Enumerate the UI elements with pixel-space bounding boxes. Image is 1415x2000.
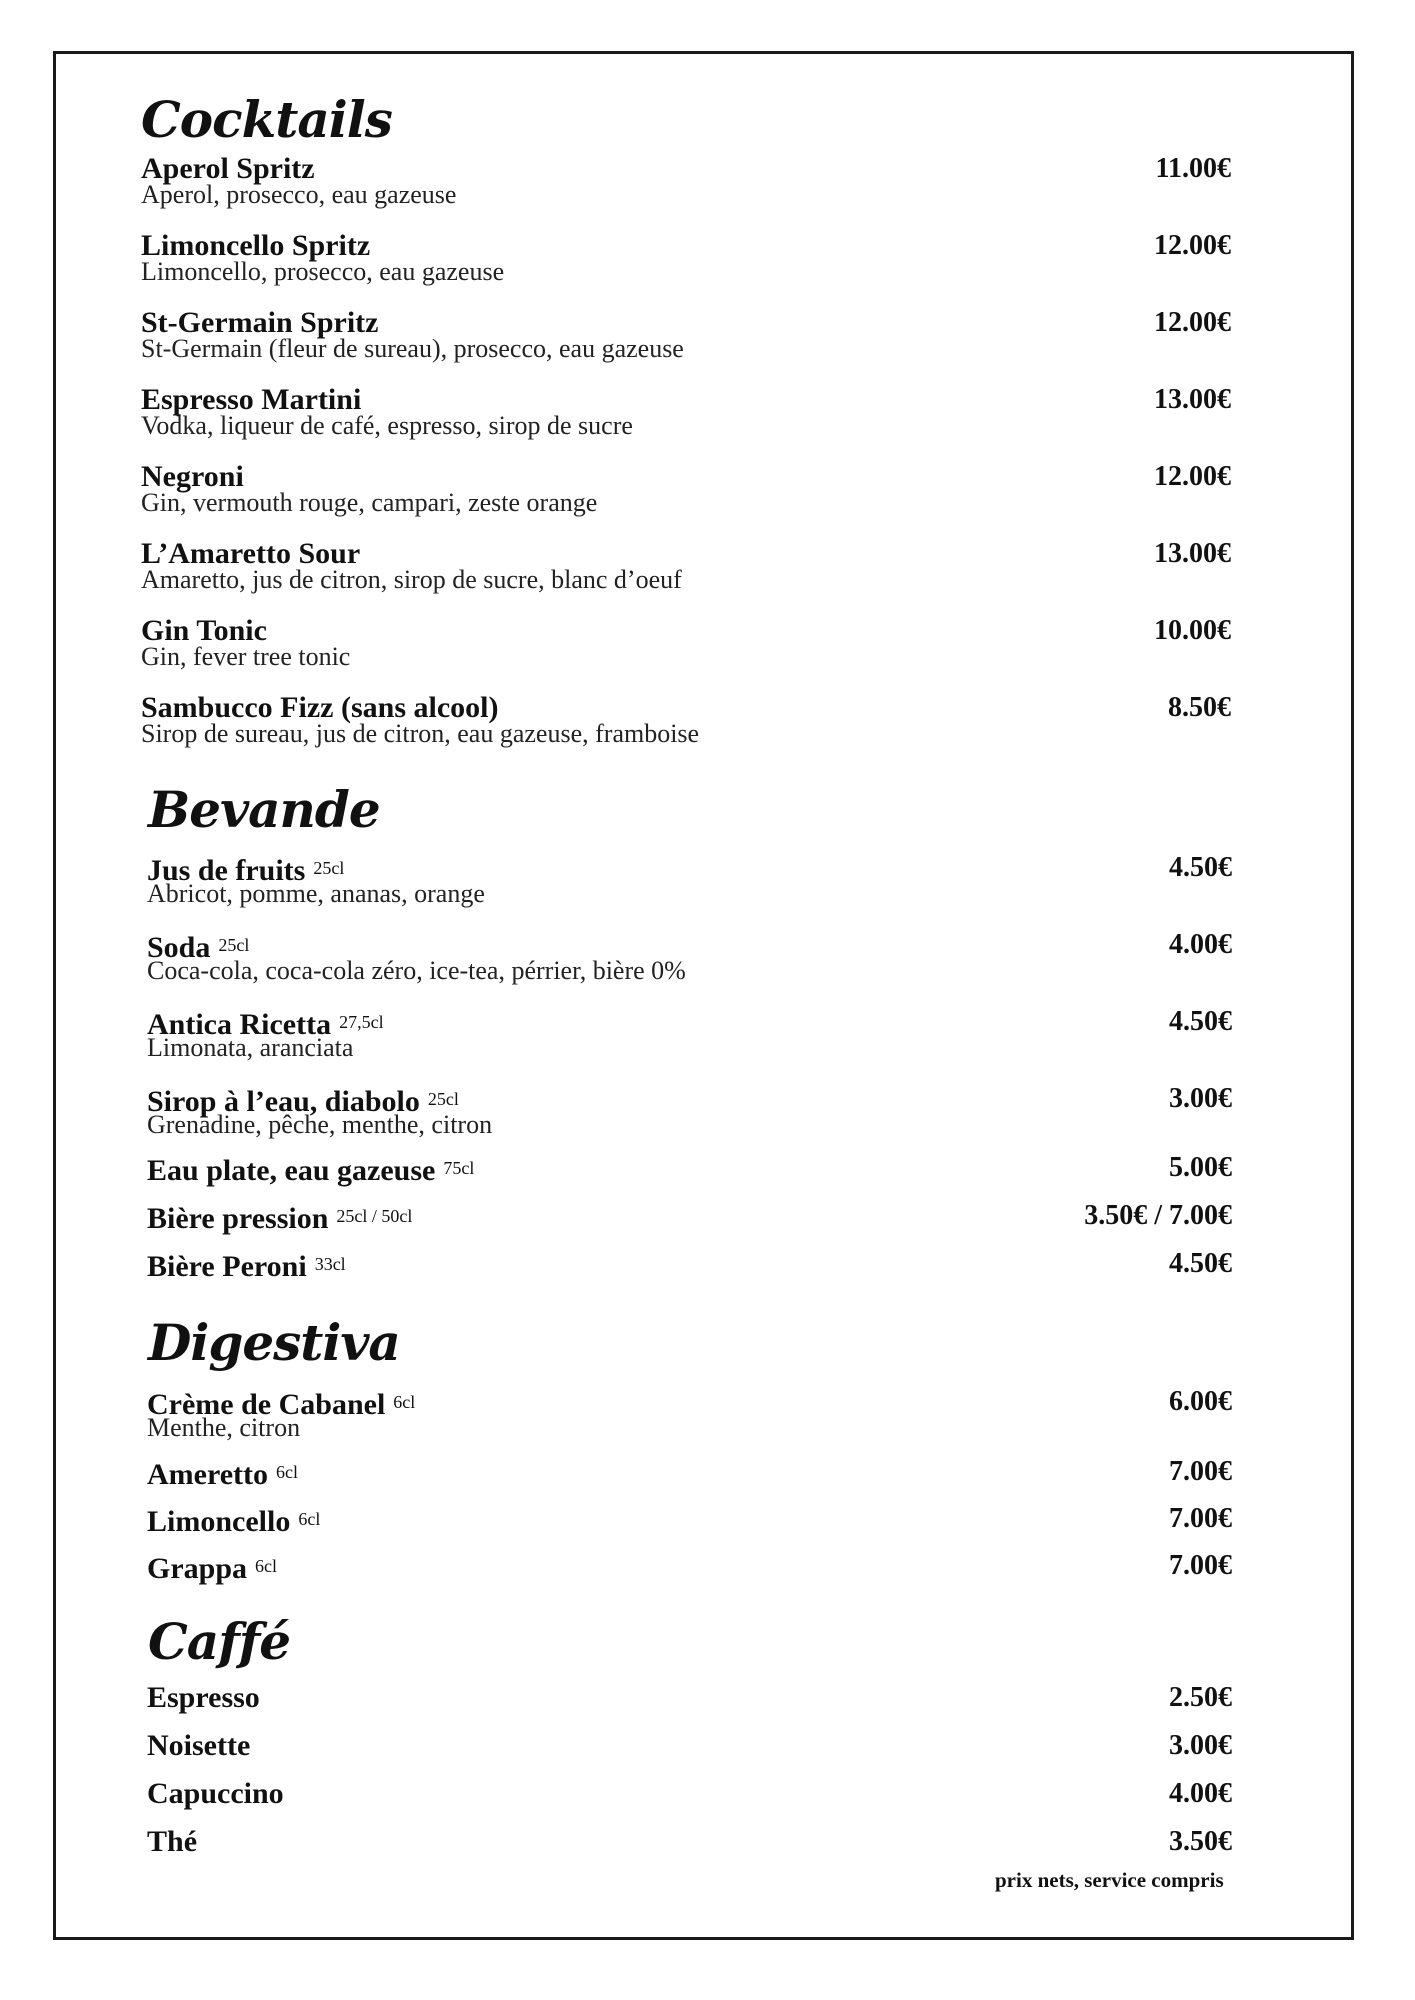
item-description: Vodka, liqueur de café, espresso, sirop de sucre: [141, 411, 633, 440]
item-volume: 6cl: [276, 1462, 299, 1482]
item-name: Limoncello Spritz: [141, 229, 371, 262]
item-name: Limoncello $^{6cl}$: [147, 1505, 321, 1538]
item-description: Aperol, prosecco, eau gazeuse: [141, 180, 457, 209]
item-price: 7.00€: [1169, 1550, 1232, 1581]
item-price: 11.00€: [1155, 153, 1231, 184]
item-price: 4.50€: [1169, 1248, 1232, 1279]
item-price: 12.00€: [1154, 307, 1231, 338]
item-name: Soda $^{25cl}$: [147, 931, 250, 964]
item-description: Gin, vermouth rouge, campari, zeste orange: [141, 488, 598, 517]
item-price: 4.50€: [1169, 1006, 1232, 1037]
item-name: Ameretto $^{6cl}$: [147, 1458, 299, 1491]
item-name: Negroni: [141, 460, 244, 493]
item-price: 3.00€: [1169, 1083, 1232, 1114]
item-description: Coca-cola, coca-cola zéro, ice-tea, pérrier, bière 0%: [147, 956, 686, 985]
item-name: Jus de fruits $^{25cl}$: [147, 854, 345, 887]
item-name: L’Amaretto Sour: [141, 537, 361, 570]
item-name: Sambucco Fizz (sans alcool): [141, 691, 499, 724]
item-name: Aperol Spritz: [141, 152, 315, 185]
item-volume: 6cl: [298, 1509, 321, 1529]
item-name: Crème de Cabanel $^{6cl}$: [147, 1388, 416, 1421]
item-description: Limoncello, prosecco, eau gazeuse: [141, 257, 505, 286]
item-price: 3.50€ / 7.00€: [1084, 1200, 1232, 1231]
item-description: Gin, fever tree tonic: [141, 642, 351, 671]
item-volume: 33cl: [314, 1254, 346, 1274]
item-volume: 25cl / 50cl: [336, 1206, 413, 1226]
section-title-cocktails: Cocktails: [141, 90, 392, 149]
item-price: 3.50€: [1169, 1826, 1232, 1857]
item-volume: 25cl: [313, 858, 345, 878]
item-price: 6.00€: [1169, 1386, 1232, 1417]
item-description: Sirop de sureau, jus de citron, eau gazeuse, framboise: [141, 719, 700, 748]
item-price: 13.00€: [1154, 538, 1231, 569]
item-price: 4.00€: [1169, 1778, 1232, 1809]
item-price: 12.00€: [1154, 461, 1231, 492]
item-volume: 6cl: [393, 1392, 416, 1412]
item-volume: 25cl: [427, 1089, 459, 1109]
item-description: Grenadine, pêche, menthe, citron: [147, 1110, 493, 1139]
item-description: Amaretto, jus de citron, sirop de sucre, blanc d’oeuf: [141, 565, 682, 594]
item-name: Grappa $^{6cl}$: [147, 1552, 278, 1585]
section-title-bevande: Bevande: [148, 780, 380, 839]
item-name: Noisette: [147, 1729, 251, 1762]
item-description: St-Germain (fleur de sureau), prosecco, eau gazeuse: [141, 334, 684, 363]
item-price: 10.00€: [1154, 615, 1231, 646]
item-name: Espresso Martini: [141, 383, 362, 416]
item-volume: 75cl: [443, 1158, 475, 1178]
item-name: Sirop à l’eau, diabolo $^{25cl}$: [147, 1085, 459, 1118]
item-name: Antica Ricetta $^{27,5cl}$: [147, 1008, 384, 1041]
item-description: Abricot, pomme, ananas, orange: [147, 879, 485, 908]
item-name: Bière Peroni $^{33cl}$: [147, 1250, 346, 1283]
item-name: Gin Tonic: [141, 614, 267, 647]
item-name: Thé: [147, 1825, 198, 1858]
item-description: Menthe, citron: [147, 1413, 301, 1442]
item-price: 13.00€: [1154, 384, 1231, 415]
item-volume: 27,5cl: [339, 1012, 384, 1032]
item-price: 7.00€: [1169, 1456, 1232, 1487]
item-price: 12.00€: [1154, 230, 1231, 261]
item-description: Limonata, aranciata: [147, 1033, 354, 1062]
item-price: 4.50€: [1169, 852, 1232, 883]
item-price: 4.00€: [1169, 929, 1232, 960]
item-name: St-Germain Spritz: [141, 306, 379, 339]
item-name: Capuccino: [147, 1777, 284, 1810]
item-volume: 25cl: [218, 935, 250, 955]
item-name: Espresso: [147, 1681, 260, 1714]
item-price: 5.00€: [1169, 1152, 1232, 1183]
item-price: 3.00€: [1169, 1730, 1232, 1761]
item-name: Eau plate, eau gazeuse $^{75cl}$: [147, 1154, 475, 1187]
footer-note: prix nets, service compris: [995, 1868, 1224, 1892]
item-price: 7.00€: [1169, 1503, 1232, 1534]
item-price: 8.50€: [1168, 692, 1231, 723]
item-name: Bière pression $^{25cl / 50cl}$: [147, 1202, 413, 1235]
section-title-digestiva: Digestiva: [148, 1313, 400, 1372]
section-title-caffe: Caffé: [148, 1612, 291, 1671]
item-volume: 6cl: [255, 1556, 278, 1576]
item-price: 2.50€: [1169, 1682, 1232, 1713]
